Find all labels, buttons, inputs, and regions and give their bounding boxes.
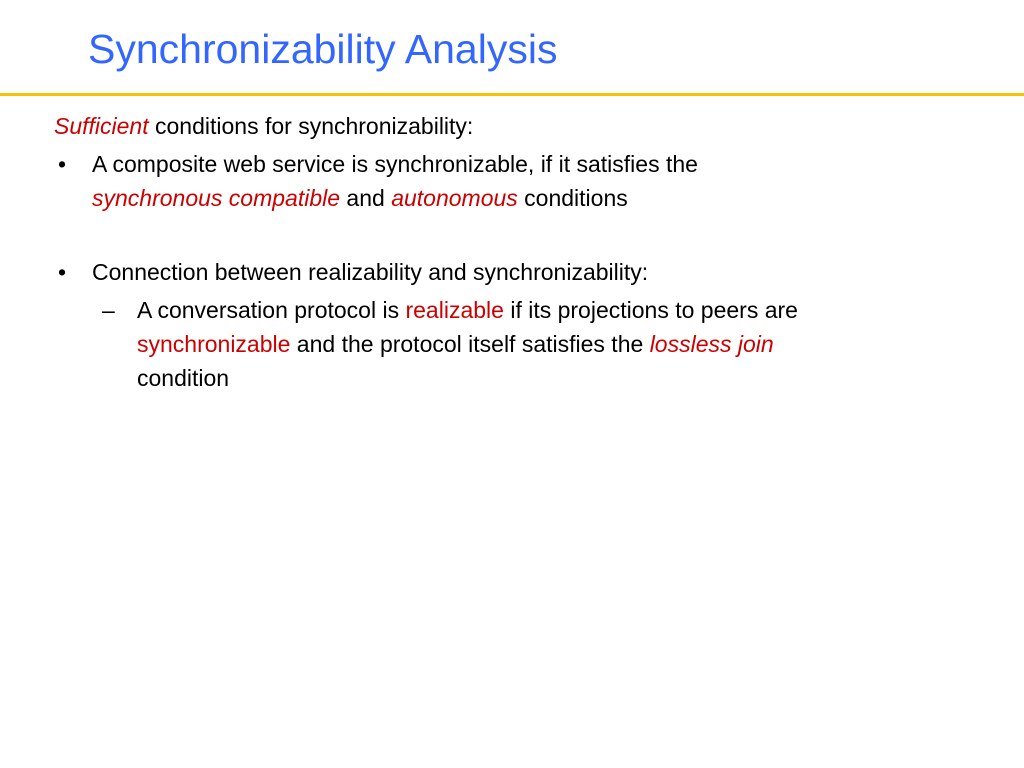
synchronizable-term: synchronizable	[137, 331, 291, 357]
sub-bullet-line-2	[137, 327, 1004, 361]
bullet-1-connector: and	[340, 185, 392, 211]
sub-bullet-start: A conversation protocol is	[137, 297, 406, 323]
bullet-icon: •	[58, 151, 67, 177]
bullet-item-2	[54, 255, 1004, 289]
realizable-term: realizable	[405, 297, 504, 323]
sub-bullet-line-1-end: if its projections to peers are	[503, 297, 798, 323]
bullet-1-ending: conditions	[517, 185, 628, 211]
intro-line	[54, 109, 1004, 143]
bullet-1-line-2	[92, 181, 1004, 215]
slide-body	[54, 109, 1004, 395]
bullet-1-line-1: A composite web service is synchronizable, if it satisfies the	[92, 151, 698, 177]
sub-bullet-line-2-mid: and the protocol itself satisfies the	[290, 331, 650, 357]
bullet-icon: •	[58, 259, 67, 285]
title-divider	[0, 93, 1024, 96]
sub-bullet-line-1	[137, 293, 1004, 327]
slide-title: Synchronizability Analysis	[88, 26, 558, 72]
bullet-item-1	[54, 147, 1004, 215]
intro-emphasis: Sufficient	[54, 113, 149, 139]
dash-icon: –	[102, 297, 115, 323]
autonomous-term: autonomous	[391, 185, 518, 211]
bullet-2-line-1: Connection between realizability and synchronizability:	[92, 259, 649, 285]
sub-bullet-item	[54, 293, 1004, 395]
intro-text: conditions for synchronizability:	[148, 113, 474, 139]
lossless-join-term: lossless join	[649, 331, 774, 357]
sub-bullet-line-3: condition	[137, 365, 230, 391]
synchronous-compatible-term: synchronous compatible	[92, 185, 341, 211]
